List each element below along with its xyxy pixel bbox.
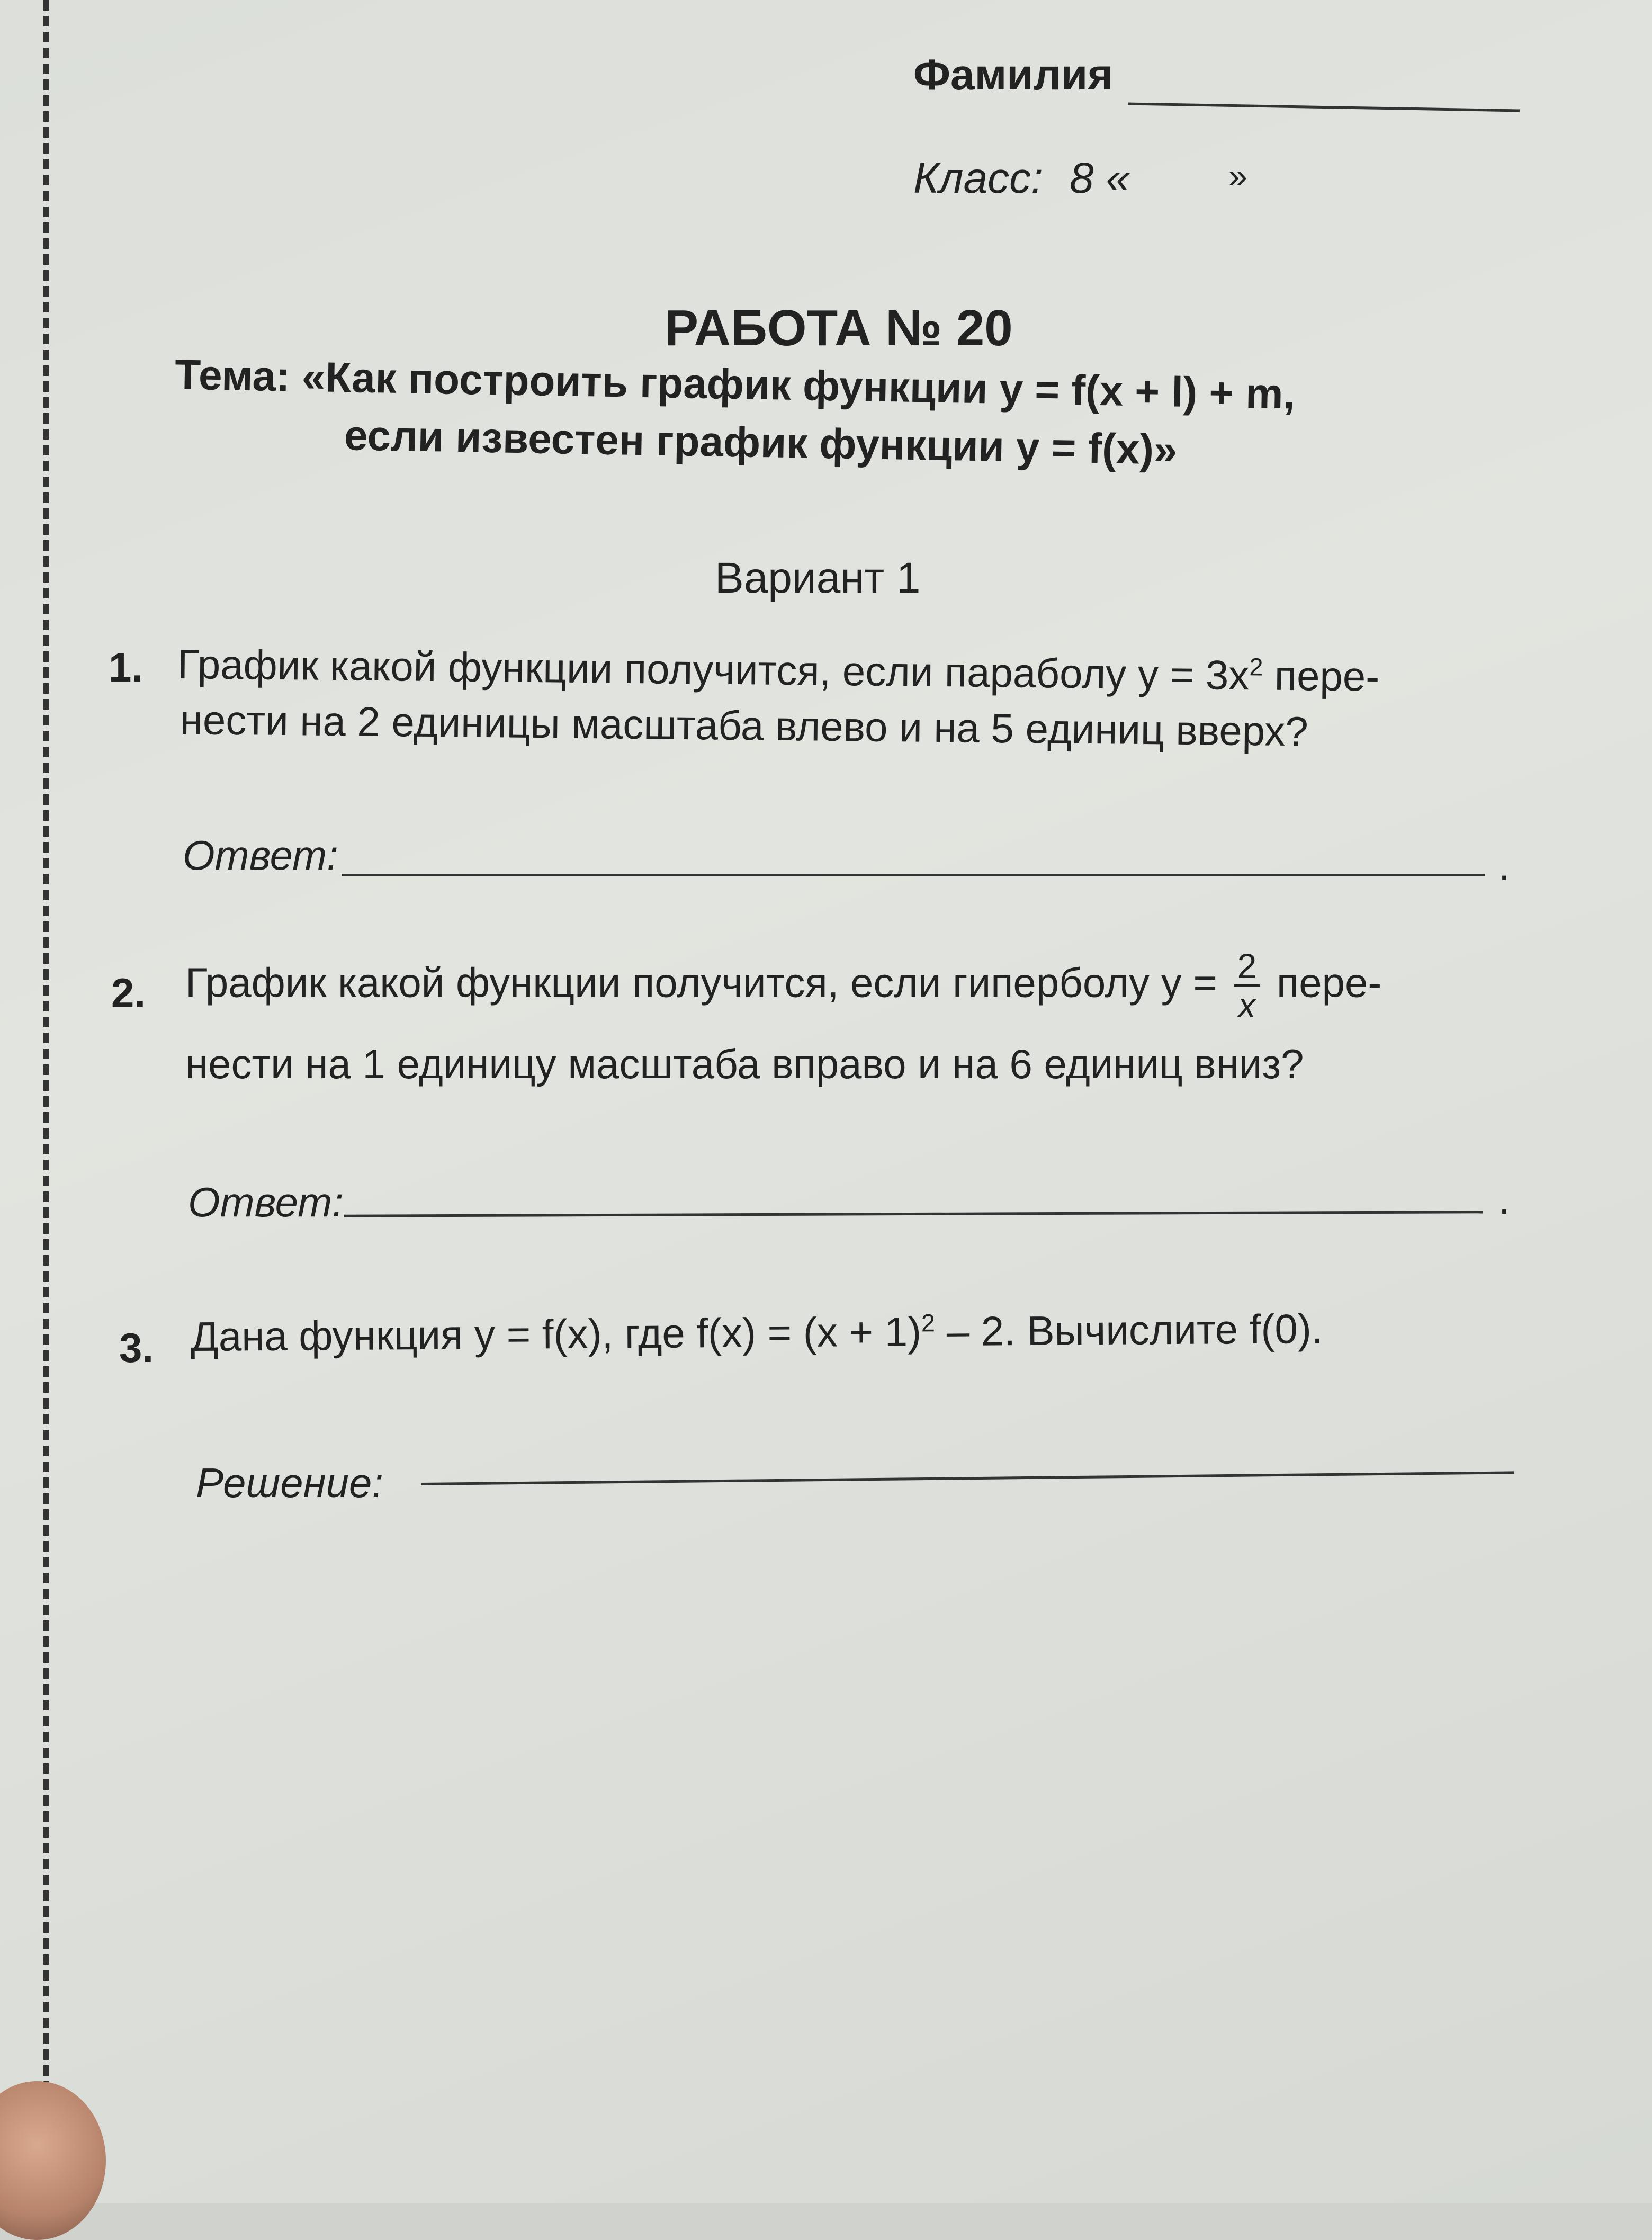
theme-line-1: Тема: «Как построить график функции y = f(x + l) + m,	[174, 351, 1296, 418]
work-title: РАБОТА № 20	[665, 300, 1013, 356]
class-value: 8 «	[1070, 154, 1130, 202]
task-1-line-1: График какой функции получится, если параболу $y = 3x^2$ пере-	[177, 641, 1380, 700]
class-label: Класс:	[913, 154, 1043, 202]
theme-line-2: если известен график функции y = f(x)»	[344, 411, 1178, 473]
task-2-line-1: График какой функции получится, если гиперболу y = $\frac{2}{x}$ пере-	[185, 946, 1382, 1025]
surname-label: Фамилия	[913, 51, 1114, 99]
task-1-line-2: нести на 2 единицы масштаба влево и на 5 единиц вверх?	[179, 696, 1309, 755]
task-2-answer-label: Ответ:	[188, 1179, 344, 1225]
task-1-number: 1.	[109, 644, 143, 691]
task-3-solution-label: Решение:	[196, 1459, 384, 1506]
task-2-answer-field[interactable]	[344, 1211, 1483, 1217]
task-1-answer-end: .	[1498, 843, 1510, 889]
class-close-quote: »	[1228, 157, 1247, 195]
variant-label: Вариант 1	[715, 554, 921, 602]
task-2-line-2: нести на 1 единицу масштаба вправо и на 6 единиц вниз?	[185, 1041, 1304, 1087]
task-2-number: 2.	[111, 970, 146, 1016]
task-2-answer-end: .	[1498, 1176, 1510, 1223]
task-3-line-1: Дана функция y = f(x), где $f(x) = (x + 1)^2 - 2$. Вычислите f(0).	[190, 1305, 1323, 1360]
fraction-2-over-x: $\frac{2}{x}$	[1234, 948, 1260, 1024]
task-3-solution-field[interactable]	[421, 1471, 1514, 1485]
task-1-answer-label: Ответ:	[183, 832, 338, 879]
finger-in-corner	[0, 2081, 106, 2240]
task-1-answer-field[interactable]	[342, 874, 1485, 876]
task-3-number: 3.	[119, 1324, 154, 1371]
surname-field[interactable]	[1128, 103, 1520, 112]
cut-line	[43, 0, 49, 2092]
